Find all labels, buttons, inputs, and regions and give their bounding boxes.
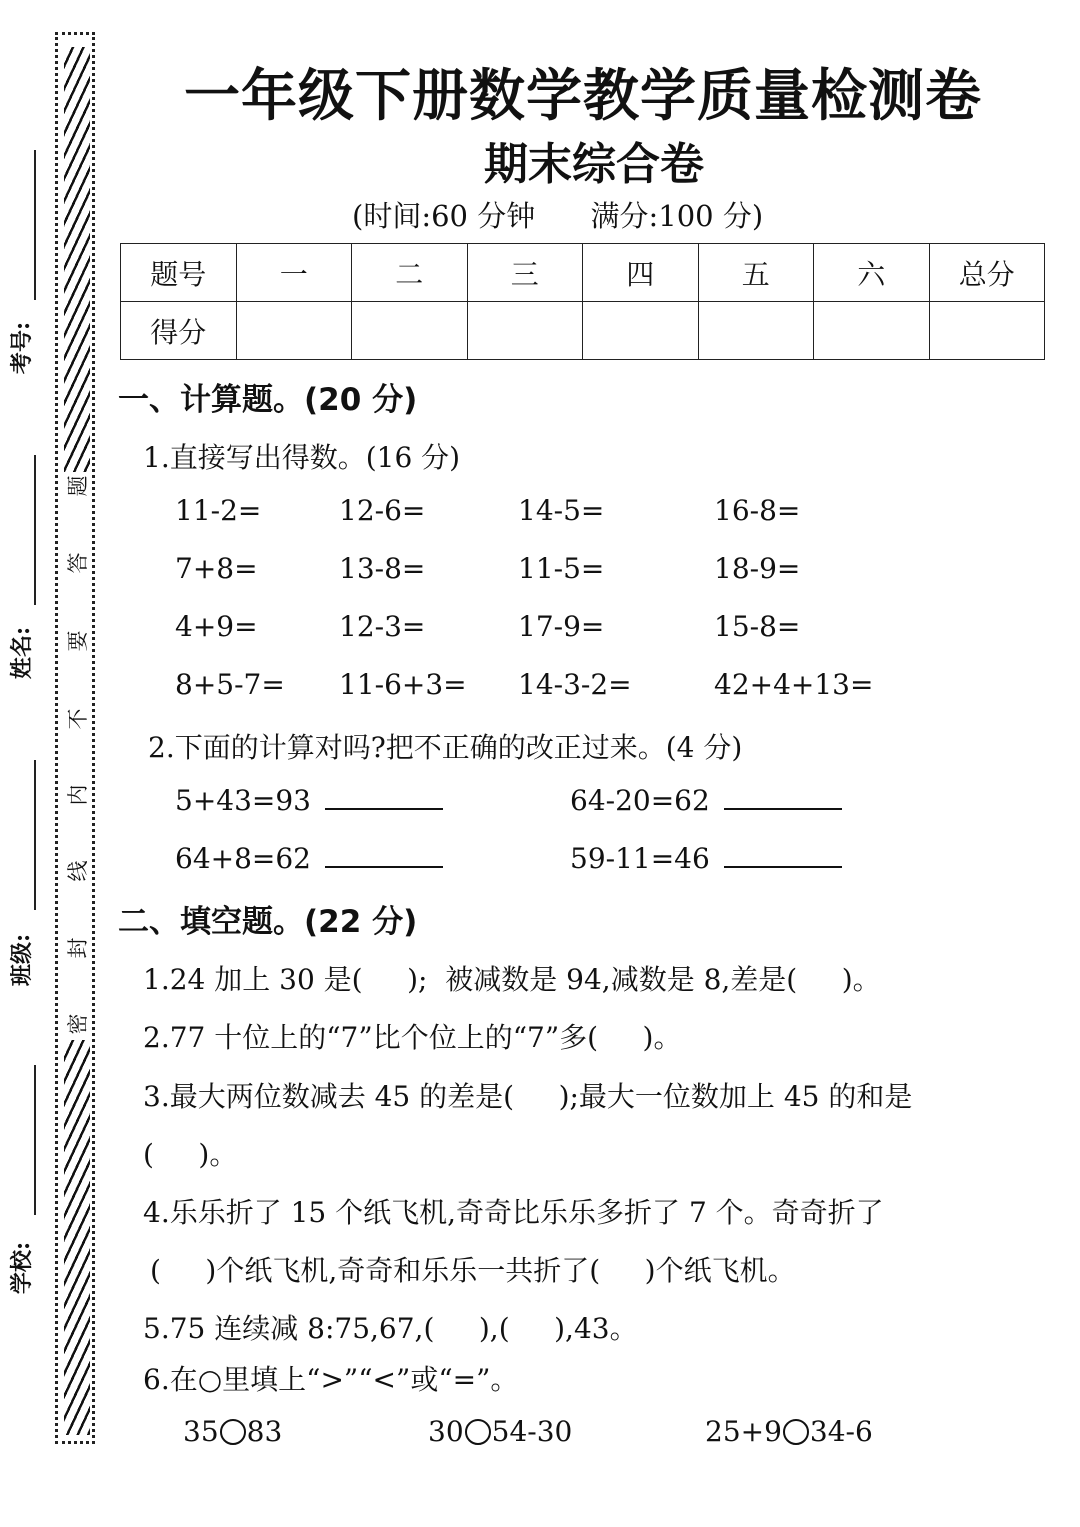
calc-item: 13-8=	[339, 552, 426, 585]
calc-item: 4+9=	[175, 610, 258, 643]
compare-right: 34-6	[809, 1415, 873, 1448]
seal-word: 题	[66, 475, 90, 497]
answer-blank[interactable]	[724, 784, 842, 810]
fill-question: 3.最大两位数减去 45 的差是( );最大一位数加上 45 的和是	[143, 1080, 913, 1113]
check-item	[175, 842, 443, 875]
compare-left: 25+9	[705, 1415, 782, 1448]
xuexiao-line	[34, 1065, 36, 1215]
section1-q1-title: 1.直接写出得数。(16 分)	[143, 441, 461, 474]
calc-item: 17-9=	[518, 610, 605, 643]
section1-title: 一、计算题。(20 分)	[118, 382, 418, 418]
score-cell	[352, 302, 468, 360]
seal-word: 线	[66, 860, 90, 882]
score-table	[120, 243, 1045, 360]
fill-question: 4.乐乐折了 15 个纸飞机,奇奇比乐乐多折了 7 个。奇奇折了	[143, 1196, 884, 1229]
compare-circle[interactable]	[783, 1419, 809, 1445]
calc-item: 8+5-7=	[175, 668, 285, 701]
section2-title: 二、填空题。(22 分)	[118, 904, 418, 940]
fill-question-cont: ( )。	[143, 1138, 238, 1171]
score-header-cell: 三	[467, 244, 583, 302]
seal-word: 密	[66, 1013, 90, 1035]
score-header-cell: 题号	[121, 244, 237, 302]
seal-word: 要	[66, 630, 90, 652]
fill-question: 6.在○里填上“>”“<”或“=”。	[143, 1363, 519, 1396]
check-item	[175, 784, 443, 817]
score-header-cell: 总分	[929, 244, 1045, 302]
answer-blank[interactable]	[724, 842, 842, 868]
calc-item: 18-9=	[714, 552, 801, 585]
calc-item: 11-5=	[518, 552, 605, 585]
seal-word: 答	[66, 552, 90, 574]
score-cell	[236, 302, 352, 360]
calc-item: 14-3-2=	[518, 668, 632, 701]
fill-question: 5.75 连续减 8:75,67,( ),( ),43。	[143, 1312, 638, 1345]
check-equation: 5+43=93	[175, 784, 311, 817]
calc-item: 12-3=	[339, 610, 426, 643]
calc-item: 11-2=	[175, 494, 262, 527]
compare-circle[interactable]	[220, 1419, 246, 1445]
calc-item: 12-6=	[339, 494, 426, 527]
compare-item	[428, 1415, 572, 1448]
score-row-label: 得分	[121, 302, 237, 360]
seal-word: 内	[66, 784, 90, 806]
fill-question-cont: ( )个纸飞机,奇奇和乐乐一共折了( )个纸飞机。	[150, 1254, 796, 1287]
score-header-cell: 四	[583, 244, 699, 302]
kaohao-label: 考号:	[9, 321, 35, 375]
xuexiao-label: 学校:	[9, 1241, 35, 1295]
answer-blank[interactable]	[325, 842, 443, 868]
compare-item	[705, 1415, 873, 1448]
compare-left: 30	[428, 1415, 464, 1448]
calc-item: 7+8=	[175, 552, 258, 585]
score-header-cell: 五	[698, 244, 814, 302]
compare-circle[interactable]	[465, 1419, 491, 1445]
check-equation: 64-20=62	[570, 784, 710, 817]
score-cell	[583, 302, 699, 360]
xingming-line	[34, 455, 36, 605]
score-header-row	[121, 244, 1045, 302]
check-equation: 64+8=62	[175, 842, 311, 875]
check-equation: 59-11=46	[570, 842, 710, 875]
calc-item: 16-8=	[714, 494, 801, 527]
fill-question: 1.24 加上 30 是( ); 被减数是 94,减数是 8,差是( )。	[143, 963, 881, 996]
check-item	[570, 842, 842, 875]
score-cell	[698, 302, 814, 360]
seal-word: 封	[66, 937, 90, 959]
page-subtitle: 期末综合卷	[484, 139, 704, 190]
time-info: (时间:60 分钟 满分:100 分)	[352, 199, 764, 233]
calc-item: 15-8=	[714, 610, 801, 643]
banji-label: 班级:	[9, 933, 35, 987]
calc-item: 42+4+13=	[714, 668, 874, 701]
score-cell	[814, 302, 930, 360]
score-header-cell: 二	[352, 244, 468, 302]
hatch-bottom	[64, 1040, 90, 1435]
compare-right: 83	[246, 1415, 283, 1448]
page-title: 一年级下册数学教学质量检测卷	[184, 64, 982, 129]
xingming-label: 姓名:	[9, 626, 35, 680]
banji-line	[34, 760, 36, 910]
answer-blank[interactable]	[325, 784, 443, 810]
score-cell	[467, 302, 583, 360]
compare-left: 35	[183, 1415, 219, 1448]
fill-question: 2.77 十位上的“7”比个位上的“7”多( )。	[143, 1021, 682, 1054]
calc-item: 11-6+3=	[339, 668, 467, 701]
compare-right: 54-30	[491, 1415, 573, 1448]
section1-q2-title: 2.下面的计算对吗?把不正确的改正过来。(4 分)	[148, 731, 743, 764]
seal-word: 不	[66, 708, 90, 730]
compare-item	[183, 1415, 282, 1448]
score-cell	[929, 302, 1045, 360]
score-header-cell: 一	[236, 244, 352, 302]
check-item	[570, 784, 842, 817]
score-value-row	[121, 302, 1045, 360]
binding-margin	[55, 32, 95, 1444]
score-header-cell: 六	[814, 244, 930, 302]
calc-item: 14-5=	[518, 494, 605, 527]
